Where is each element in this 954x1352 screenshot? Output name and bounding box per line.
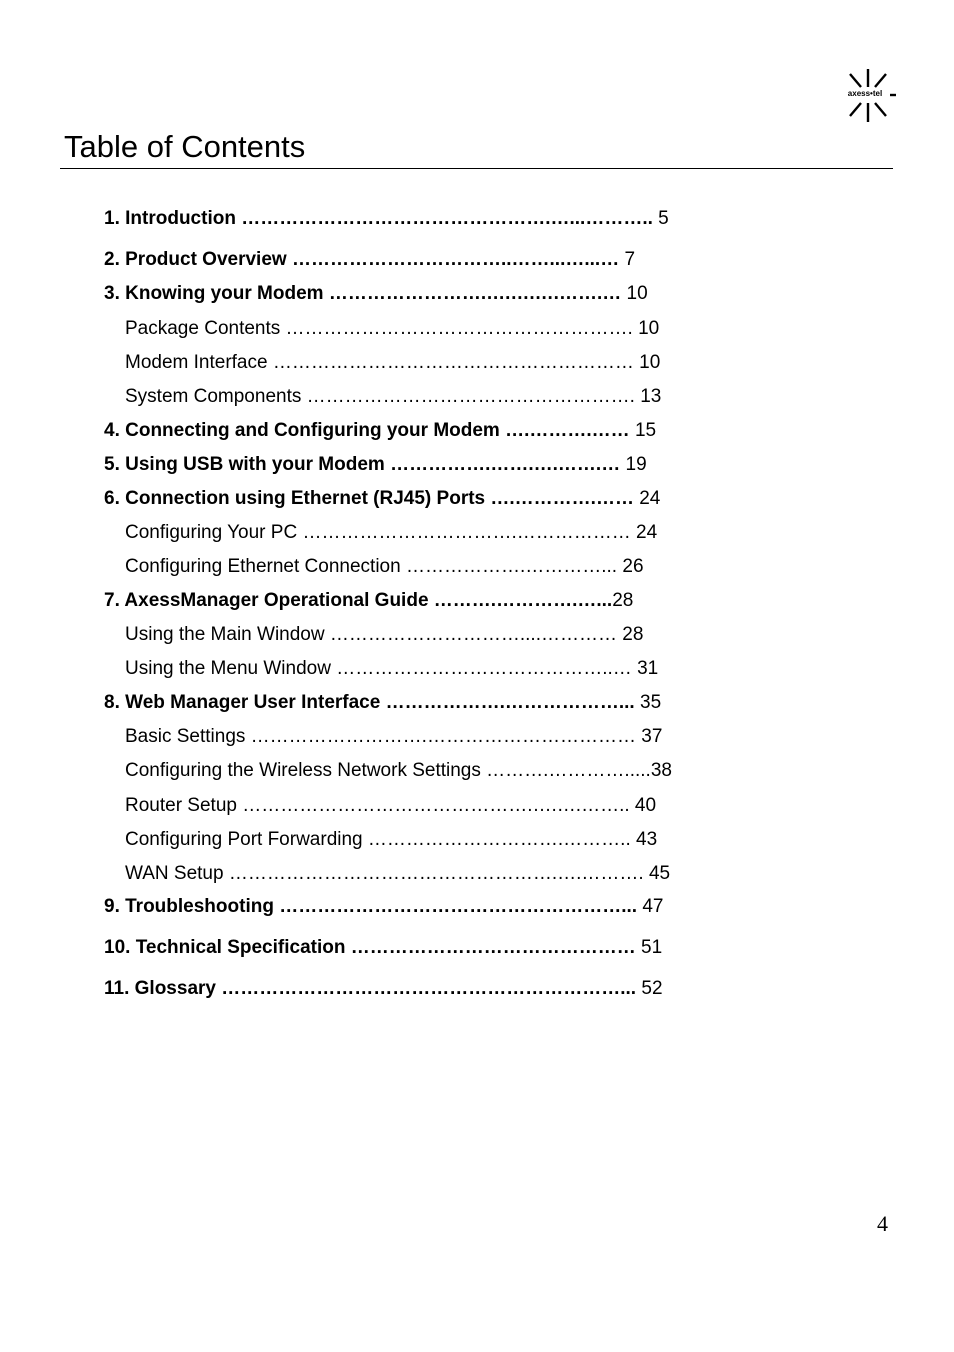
toc-entry[interactable]	[125, 623, 643, 647]
page-number: 4	[877, 1211, 888, 1236]
toc-entry[interactable]	[125, 555, 644, 579]
toc-entry-leader: ……………………………..……...…...…	[286, 249, 625, 270]
toc-entry-label: Configuring the Wireless Network Settings	[125, 760, 481, 781]
toc-entry-label: Modem Interface	[125, 352, 268, 373]
toc-entry-page: 35	[640, 692, 662, 713]
toc-entry-leader: …………….…….….…….…	[384, 454, 626, 475]
toc-entry-leader: …………………….….….….…….…	[323, 283, 627, 304]
toc-entry[interactable]	[104, 589, 633, 613]
page-title: Table of Contents	[64, 129, 306, 164]
toc-entry[interactable]	[125, 521, 657, 545]
toc-entry-label: Router Setup	[125, 795, 237, 816]
toc-entry-leader: ……………………………………….….….……..	[236, 795, 635, 816]
toc-entry[interactable]	[125, 317, 659, 341]
toc-entry-leader: ………………………………………………...	[273, 896, 643, 917]
toc-entry-page: 19	[625, 454, 647, 475]
toc-entry-leader: ….………….……	[485, 488, 640, 509]
toc-entry-page: 43	[636, 829, 658, 850]
toc-entry-leader: ………………………………………….…...………..	[235, 208, 659, 229]
toc-entry-leader: ……………….…………...	[400, 556, 623, 577]
toc-entry[interactable]	[104, 419, 656, 443]
toc-entry-page: 28	[622, 624, 644, 645]
toc-entry-leader: …………………………………………………	[267, 352, 640, 373]
toc-entry-label: 10. Technical Specification	[104, 937, 346, 958]
toc-entry-page: 13	[640, 386, 662, 407]
toc-entry[interactable]	[104, 207, 669, 231]
toc-entry[interactable]	[125, 351, 660, 375]
toc-entry-label: Package Contents	[125, 318, 281, 339]
toc-entry-page: 47	[642, 896, 664, 917]
toc-entry-label: Using the Menu Window	[125, 658, 331, 679]
toc-entry-leader: …………………………….………………	[297, 522, 637, 543]
toc-entry[interactable]	[125, 862, 670, 886]
toc-entry[interactable]	[104, 936, 662, 960]
toc-entry-leader: …………………………………………….….……….	[223, 863, 649, 884]
toc-entry-label: 11. Glossary	[104, 978, 216, 999]
toc-entry-page: 38	[650, 760, 672, 781]
toc-entry[interactable]	[125, 657, 658, 681]
toc-entry-leader: ……….………….…...	[428, 590, 613, 611]
toc-entry-page: 52	[641, 978, 663, 999]
toc-entry-page: 15	[634, 420, 657, 441]
toc-entry-page: 45	[648, 863, 671, 884]
toc-entry-page: 10	[626, 283, 648, 304]
toc-entry[interactable]	[104, 895, 664, 919]
toc-entry-leader: …………………………....…………	[324, 624, 623, 645]
toc-entry-page: 10	[638, 318, 660, 339]
toc-entry-leader: ………………………………………………………...	[215, 978, 642, 999]
toc-entry-label: Basic Settings	[125, 726, 246, 747]
toc-entry-label: 5. Using USB with your Modem	[104, 454, 385, 475]
toc-entry-leader: ……………………………………………….	[280, 318, 639, 339]
toc-entry[interactable]	[104, 248, 635, 272]
toc-entry-leader: …………………………………………….	[301, 386, 641, 407]
toc-entry-page: 24	[639, 488, 661, 509]
toc-entry-page: 51	[641, 937, 663, 958]
toc-entry-label: 3. Knowing your Modem	[104, 283, 324, 304]
toc-entry[interactable]	[125, 385, 661, 409]
toc-entry-leader: ………………………….………..	[362, 829, 637, 850]
toc-entry-label: System Components	[125, 386, 302, 407]
toc-entry-page: 40	[634, 795, 657, 816]
toc-entry-page: 26	[622, 556, 644, 577]
toc-entry[interactable]	[125, 759, 672, 783]
toc-entry-label: Configuring Your PC	[125, 522, 298, 543]
toc-entry[interactable]	[104, 487, 660, 511]
toc-entry-leader: ….……….……	[499, 420, 635, 441]
toc-entry[interactable]	[125, 828, 657, 852]
toc-entry-label: Configuring Port Forwarding	[125, 829, 363, 850]
toc-entry-page: 24	[636, 522, 658, 543]
toc-entry-page: 10	[639, 352, 661, 373]
toc-entry-label: 4. Connecting and Configuring your Modem	[104, 420, 500, 441]
toc-entry-page: 7	[624, 249, 636, 270]
logo-text: axess•tel	[840, 89, 890, 99]
toc-entry-label: WAN Setup	[125, 863, 224, 884]
toc-entry-label: Configuring Ethernet Connection	[125, 556, 401, 577]
toc-entry-leader: ……………………….……………………………	[245, 726, 642, 747]
toc-entry-leader: ……………………………………..…	[330, 658, 638, 679]
toc-entry[interactable]	[125, 794, 656, 818]
toc-entry-page: 37	[641, 726, 663, 747]
toc-entry-leader: ……….………….....	[480, 760, 651, 781]
toc-entry-label: 2. Product Overview	[104, 249, 287, 270]
toc-entry-label: 8. Web Manager User Interface	[104, 692, 381, 713]
toc-entry-leader: ……………….………………...	[380, 692, 640, 713]
toc-entry[interactable]	[104, 453, 647, 477]
toc-entry-label: Using the Main Window	[125, 624, 325, 645]
toc-entry-page: 28	[612, 590, 634, 611]
toc-entry-label: 6. Connection using Ethernet (RJ45) Ports	[104, 488, 486, 509]
toc-entry-label: 7. AxessManager Operational Guide	[104, 590, 429, 611]
toc-entry[interactable]	[104, 691, 661, 715]
toc-entry-label: 1. Introduction	[104, 208, 236, 229]
toc-entry-leader: ………………………………………	[345, 937, 642, 958]
toc-entry[interactable]	[125, 725, 662, 749]
toc-entry-page: 5	[658, 208, 669, 229]
toc-entry[interactable]	[104, 282, 648, 306]
toc-entry[interactable]	[104, 977, 663, 1001]
toc-entry-page: 31	[637, 658, 659, 679]
toc-entry-label: 9. Troubleshooting	[104, 896, 274, 917]
